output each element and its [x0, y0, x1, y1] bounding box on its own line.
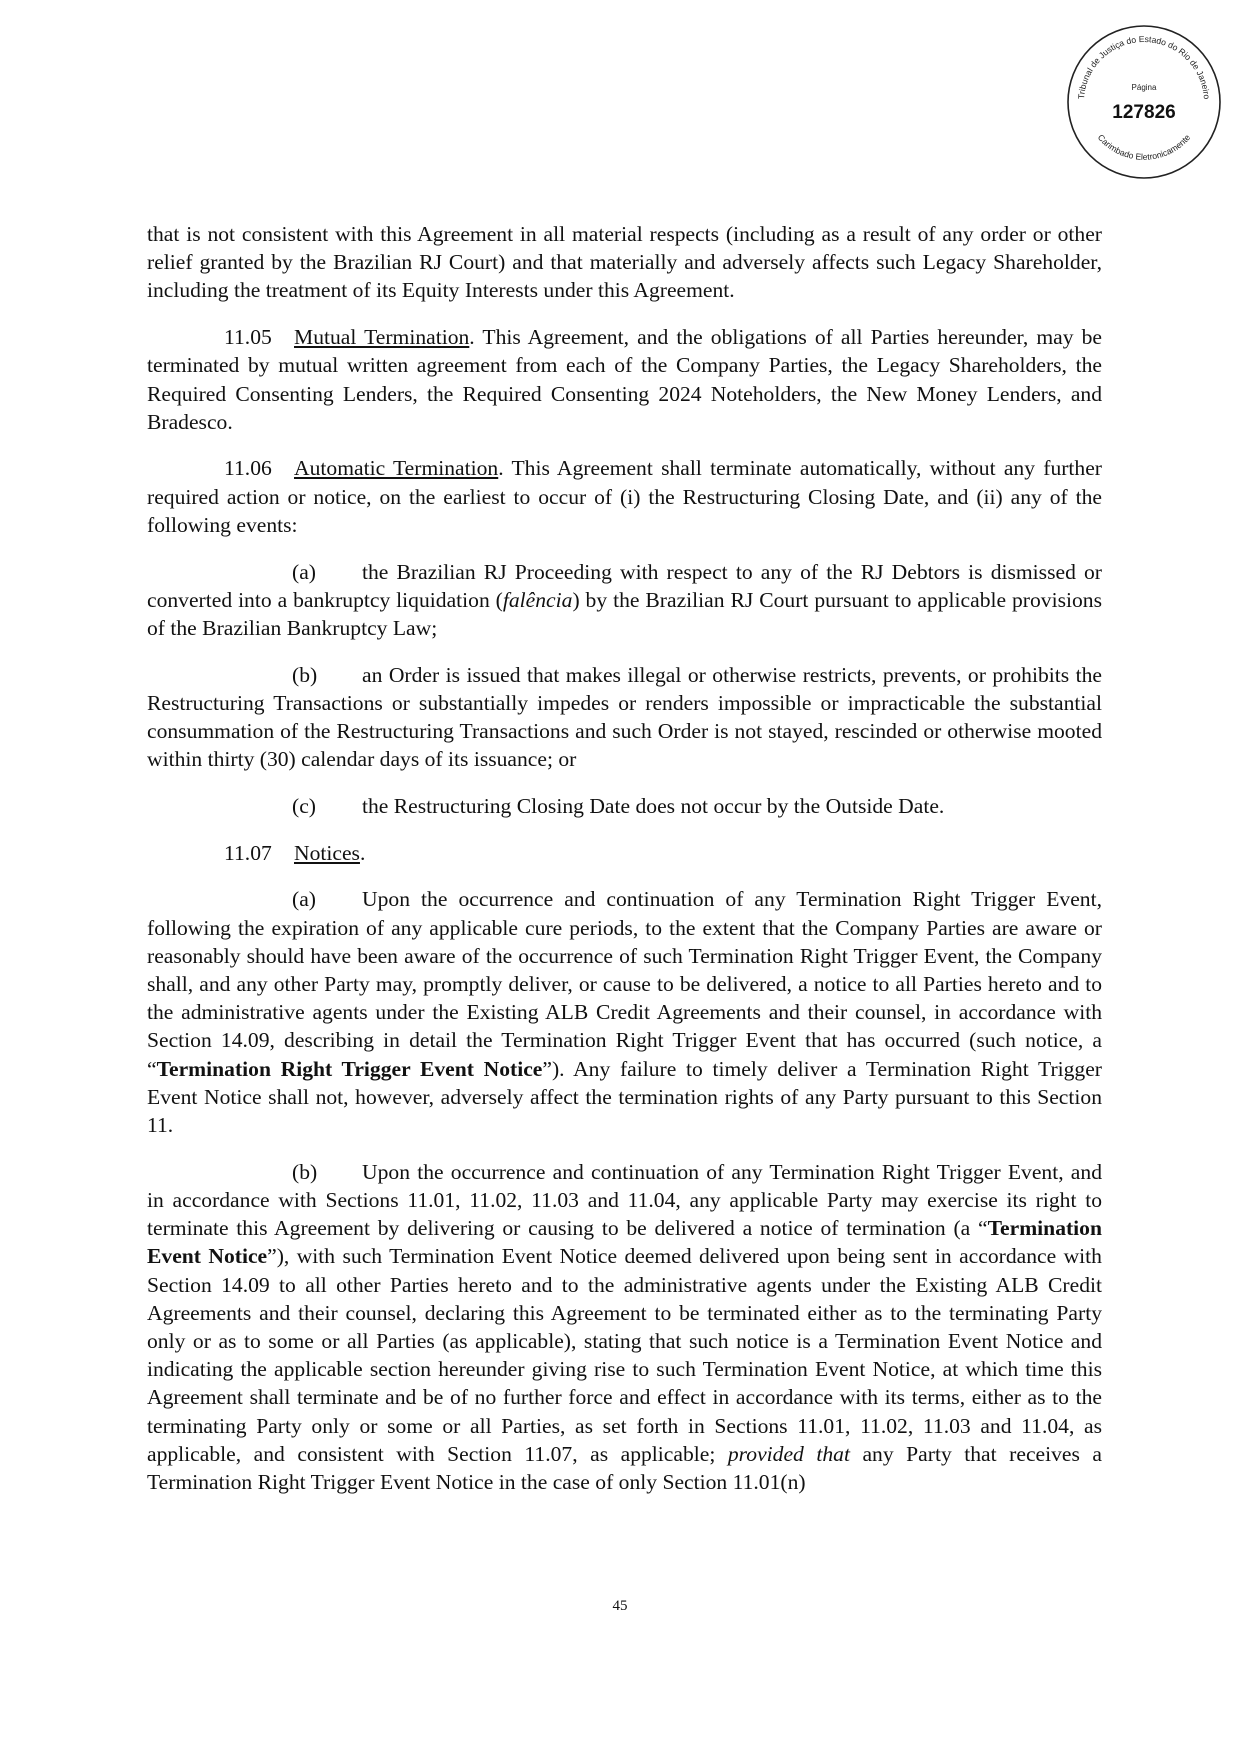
clause-11-06-c	[147, 792, 1102, 820]
clause-11-06-b	[147, 661, 1102, 774]
clause-text-middle: ”), with such Termination Event Notice deemed delivered upon being sent in accordance with Section 14.09 to all other Parties hereto and to the administrative agents under the Existing ALB Credit Agreements and their counsel, declaring this Agreement to be terminated either as to the terminating Party only or as to some or all Parties (as applicable), stating that such notice is a Termination Event Notice and indicating the applicable section hereunder giving rise to such Termination Event Notice, at which time this Agreement shall terminate and be of no further force and effect in accordance with its terms, either as to the terminating Party only or some or all Parties, as set forth in Sections 11.01, 11.02, 11.03 and 11.04, as applicable, and consistent with Section 11.07, as applicable;	[147, 1244, 1102, 1466]
stamp-number: 127826	[1112, 102, 1176, 123]
section-number: 11.07	[224, 840, 272, 865]
clause-italic-term: falência	[502, 587, 573, 612]
section-period: .	[359, 840, 366, 865]
clause-11-07-a	[147, 885, 1102, 1139]
clause-text-end: ) by the Brazilian RJ Court pursuant to applicable provisions of the Brazilian Bankruptcy Law;	[147, 587, 1102, 640]
section-text: . This Agreement shall terminate automatically, without any further required action or notice, on the earliest to occur of (i) the Restructuring Closing Date, and (ii) any of the following events:	[147, 456, 1102, 537]
document-body	[147, 220, 1102, 1515]
section-11-06	[147, 454, 1102, 539]
section-number: 11.05	[224, 325, 272, 350]
clause-text: Upon the occurrence and continuation of any Termination Right Trigger Event, and in accordance with Sections 11.01, 11.02, 11.03 and 11.04, any applicable Party may exercise its right to terminate this Agreement by delivering or causing to be delivered a notice of termination (a “	[147, 1159, 1102, 1241]
section-title: Notices	[294, 840, 360, 865]
clause-text: the Restructuring Closing Date does not occur by the Outside Date.	[362, 793, 945, 818]
defined-term: Termination Right Trigger Event Notice	[156, 1056, 543, 1081]
clause-label: (b)	[292, 662, 318, 687]
section-number: 11.06	[224, 456, 272, 481]
continuation-text: that is not consistent with this Agreement in all material respects (including as a result of any order or other relief granted by the Brazilian RJ Court) and that materially and adversely affects such Legacy Shareholder, including the treatment of its Equity Interests under this Agreement.	[147, 222, 1102, 303]
section-11-07	[147, 839, 1102, 867]
clause-text: the Brazilian RJ Proceeding with respect to any of the RJ Debtors is dismissed or converted into a bankruptcy liquidation (	[147, 559, 1102, 612]
page-number: 45	[612, 1598, 628, 1614]
section-title: Automatic Termination	[294, 456, 499, 481]
clause-label: (b)	[292, 1159, 318, 1184]
section-11-05	[147, 323, 1102, 436]
section-title: Mutual Termination	[294, 325, 470, 350]
clause-text-end: ”). Any failure to timely deliver a Termination Right Trigger Event Notice shall not, however, adversely affect the termination rights of any Party pursuant to this Section 11.	[147, 1056, 1103, 1137]
continuation-paragraph	[147, 220, 1102, 305]
clause-label: (a)	[292, 559, 316, 584]
clause-label: (a)	[292, 887, 316, 912]
proviso-italic: provided that	[727, 1441, 850, 1466]
stamp-label: Página	[1131, 83, 1157, 92]
clause-label: (c)	[292, 793, 316, 818]
defined-term: Termination Event Notice	[147, 1216, 1102, 1269]
clause-text: Upon the occurrence and continuation of any Termination Right Trigger Event, following the expiration of any applicable cure periods, to the extent that the Company Parties are aware or reasonably should have been aware of the occurrence of such Termination Right Trigger Event, the Company shall, and any other Party may, promptly deliver, or cause to be delivered, a notice to all Parties hereto and to the administrative agents under the Existing ALB Credit Agreements and their counsel, in accordance with Section 14.09, describing in detail the Termination Right Trigger Event that has occurred (such notice, a “	[147, 887, 1102, 1081]
clause-text-end: any Party that receives a Termination Right Trigger Event Notice in the case of only Section 11.01(n)	[147, 1441, 1102, 1494]
stamp-arc-bottom-text: Carimbado Eletronicamente	[1095, 132, 1193, 162]
court-seal-stamp	[1064, 22, 1224, 182]
clause-text: an Order is issued that makes illegal or otherwise restricts, prevents, or prohibits the Restructuring Transactions or substantially impedes or renders impossible or impracticable the substantial consummation of the Restructuring Transactions and such Order is not stayed, rescinded or otherwise mooted within thirty (30) calendar days of its issuance; or	[147, 662, 1102, 772]
svg-text:Carimbado Eletronicamente	[1096, 132, 1193, 162]
section-text: . This Agreement, and the obligations of all Parties hereunder, may be terminated by mutual written agreement from each of the Company Parties, the Legacy Shareholders, the Required Consenting Lenders, the Required Consenting 2024 Noteholders, the New Money Lenders, and Bradesco.	[147, 325, 1102, 434]
clause-11-06-a	[147, 558, 1102, 643]
clause-11-07-b	[147, 1158, 1102, 1496]
stamp-arc-top-text: Tribunal de Justiça do Estado do Rio de Janeiro	[1076, 33, 1212, 100]
